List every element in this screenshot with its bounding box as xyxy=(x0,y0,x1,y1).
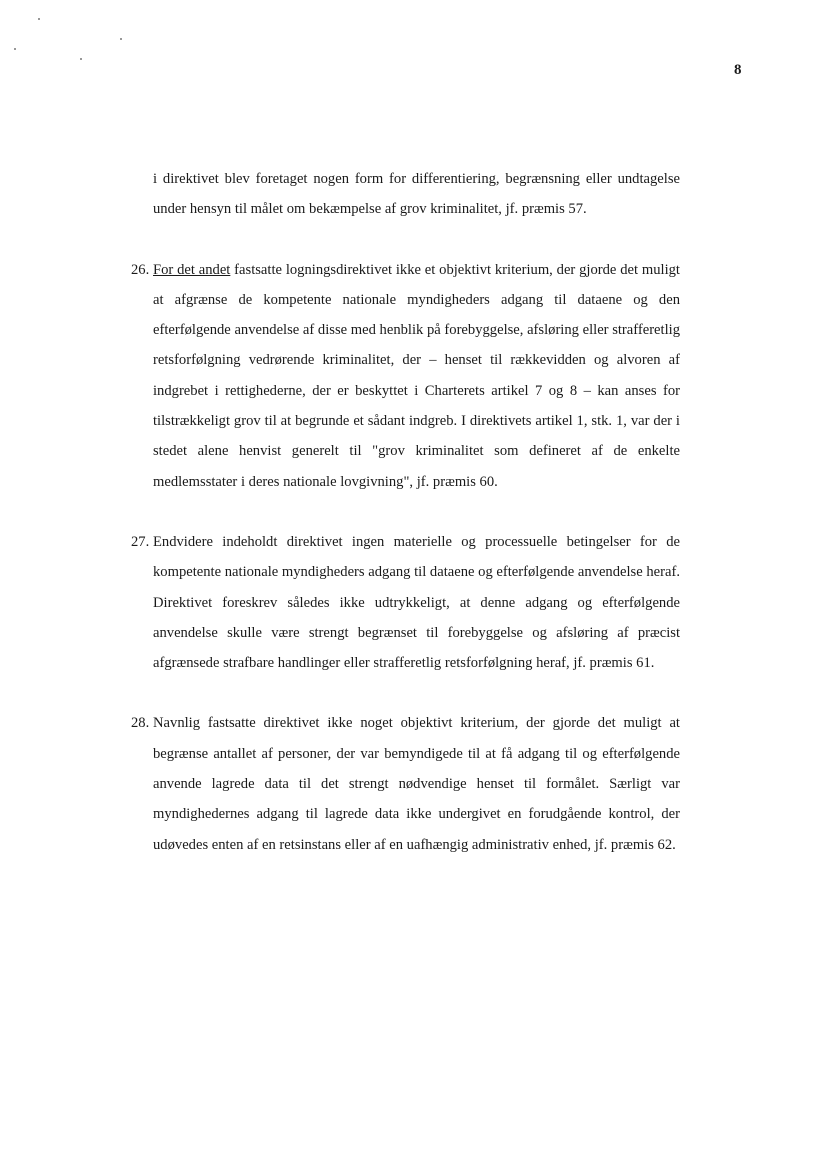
paragraph-number: 26. xyxy=(131,261,150,278)
scan-speck xyxy=(38,18,40,20)
paragraph-text: Navnlig fastsatte direktivet ikke noget objektivt kriterium, der gjorde det muligt at begrænse antallet af personer, der var bemyndigede til at få adgang til og efterfølgende anvende lagrede data til det strengt nødvendige henset til formålet. Særligt var myndighedernes adgang til lagrede data ikke undergivet en forudgående kontrol, der udøvedes enten af en retsinstans eller af en uafhængig administrativ enhed, jf. præmis 62. xyxy=(153,715,680,853)
paragraph-text: Endvidere indeholdt direktivet ingen materielle og processuelle betingelser for de kompetente nationale myndigheders adgang til dataene og efterfølgende anvendelse heraf. Direktivet foreskrev således ikke udtrykkeligt, at denne adgang og efterfølgende anvendelse skulle være strengt begrænset til forebyggelse og afsløring af præcist afgrænsede strafbare handlinger eller strafferetlig retsforfølgning heraf, jf. præmis 61. xyxy=(153,533,680,672)
paragraph-text: i direktivet blev foretaget nogen form for differentiering, begrænsning eller undtagelse under hensyn til målet om bekæmpelse af grov kriminalitet, jf. præmis 57. xyxy=(153,171,680,218)
paragraph-text: fastsatte logningsdirektivet ikke et objektivt kriterium, der gjorde det muligt at afgrænse de kompetente nationale myndigheders adgang til dataene og den efterfølgende anvendelse af disse med henblik på forebyggelse, afsløring eller strafferetlig retsforfølgning vedrørende kriminalitet, der – henset til rækkevidden og alvoren af indgrebet i rettighederne, der er beskyttet i Charterets artikel 7 og 8 – kan anses for tilstrækkeligt grov til at begrunde et sådant indgreb. I direktivets artikel 1, stk. 1, var der i stedet alene henvist generelt til "grov kriminalitet som defineret af de enkelte medlemsstater i deres nationale lovgivning", jf. præmis 60. xyxy=(153,261,680,490)
document-body xyxy=(0,164,828,860)
paragraph-continuation xyxy=(153,164,680,225)
scan-speck xyxy=(120,38,122,40)
paragraph-number: 28. xyxy=(131,715,150,732)
underlined-phrase: For det andet xyxy=(153,261,231,278)
paragraph-26 xyxy=(131,255,680,497)
paragraph-28 xyxy=(131,708,680,859)
page-number: 8 xyxy=(734,62,742,78)
scan-speck xyxy=(14,48,16,50)
paragraph-27 xyxy=(131,527,680,678)
paragraph-number: 27. xyxy=(131,533,150,550)
scan-speck xyxy=(80,58,82,60)
